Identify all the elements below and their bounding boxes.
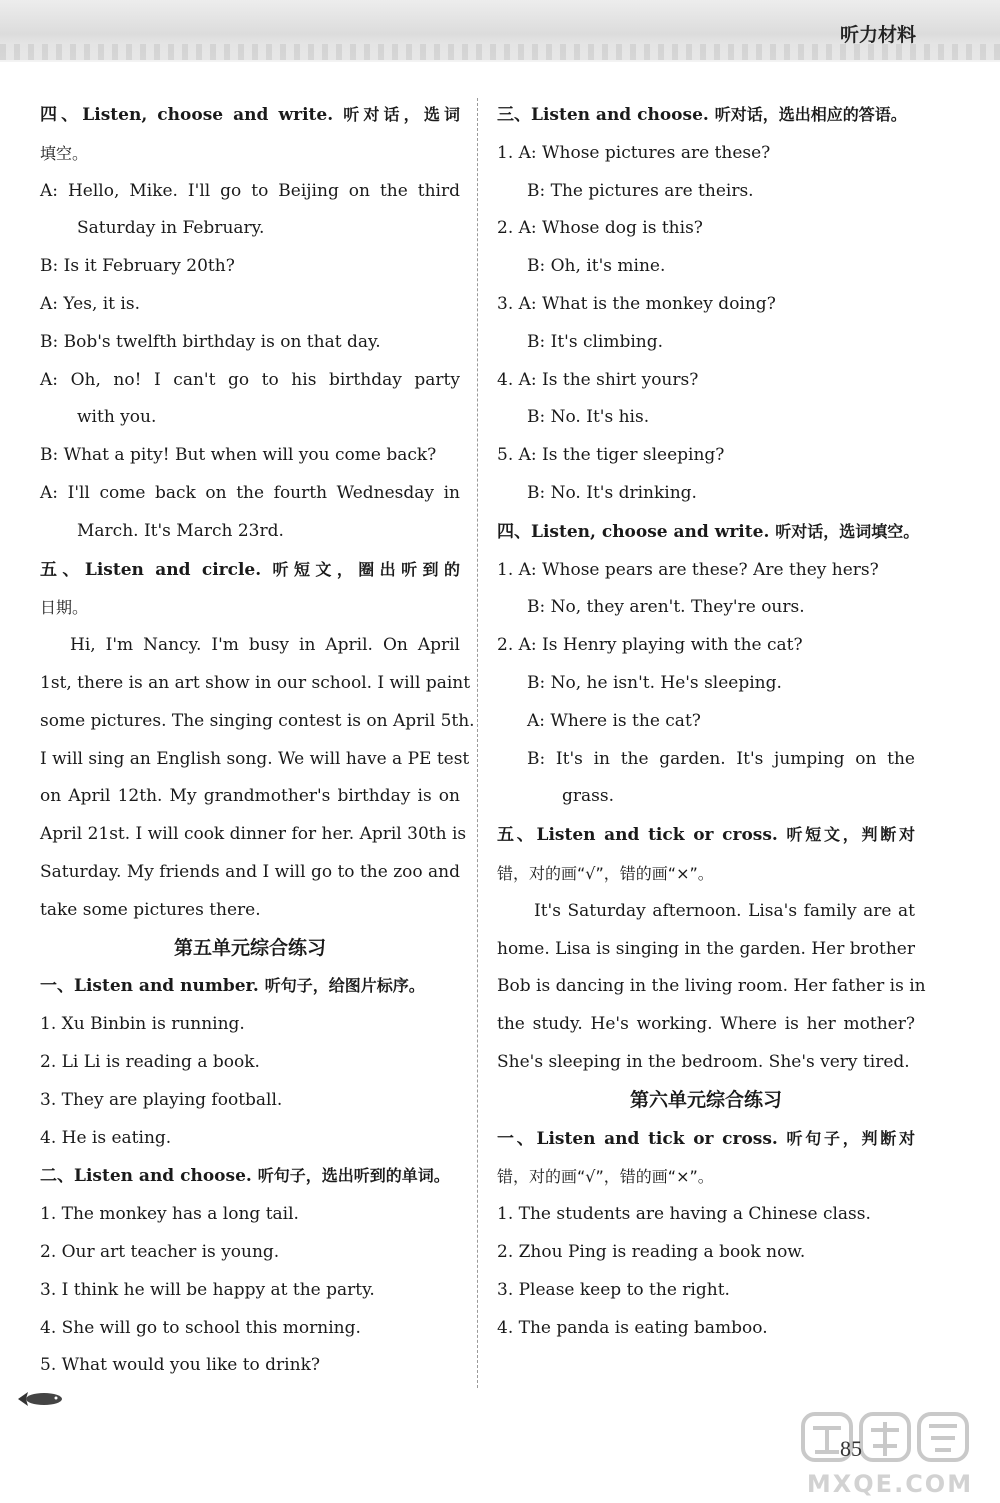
passage-line: home. Lisa is singing in the garden. Her brother: [497, 938, 915, 959]
list-item: 2. Zhou Ping is reading a book now.: [497, 1241, 806, 1262]
passage-line: April 21st. I will cook dinner for her. April 30th is: [40, 824, 467, 845]
dialogue-line: B: No, they aren't. They're ours.: [527, 597, 805, 618]
left-column: [40, 96, 475, 1385]
section-heading: 一、Listen and tick or cross. 听句子，判断对: [497, 1128, 915, 1149]
dialogue-line: March. It's March 23rd.: [77, 520, 284, 541]
heading-continuation: 错，对的画“√”，错的画“×”。: [497, 863, 714, 883]
dialogue-line: 3. A: What is the monkey doing?: [497, 293, 776, 314]
dialogue-line: B: No. It's his.: [527, 407, 650, 428]
unit-title: 第五单元综合练习: [173, 936, 326, 959]
list-item: 2. Our art teacher is young.: [40, 1241, 280, 1262]
dialogue-line: A: Where is the cat?: [527, 710, 701, 731]
section-heading: 四、Listen, choose and write. 听对话，选词: [40, 105, 460, 125]
dialogue-line: B: Is it February 20th?: [40, 256, 235, 277]
dialogue-line: B: It's in the garden. It's jumping on the: [527, 748, 915, 769]
section-heading: 二、Listen and choose. 听句子，选出听到的单词。: [40, 1166, 450, 1187]
header-title: 听力材料: [839, 24, 916, 46]
dialogue-line: 2. A: Whose dog is this?: [497, 218, 703, 239]
dialogue-line: B: What a pity! But when will you come back?: [40, 445, 437, 466]
unit-title: 第六单元综合练习: [629, 1088, 782, 1111]
dialogue-line: A: Hello, Mike. I'll go to Beijing on the third: [40, 180, 460, 201]
dialogue-line: with you.: [77, 407, 157, 428]
list-item: 3. They are playing football.: [40, 1089, 283, 1110]
dialogue-line: 1. A: Whose pears are these? Are they hers?: [497, 559, 879, 580]
list-item: 4. He is eating.: [40, 1127, 172, 1148]
passage-line: Hi, I'm Nancy. I'm busy in April. On April: [70, 635, 460, 656]
dialogue-line: A: Oh, no! I can't go to his birthday party: [40, 369, 460, 390]
watermark-logo: [795, 1408, 985, 1500]
passage-line: She's sleeping in the bedroom. She's very tired.: [497, 1051, 910, 1072]
dialogue-line: Saturday in February.: [77, 218, 265, 239]
dialogue-line: 5. A: Is the tiger sleeping?: [497, 445, 725, 466]
heading-continuation: 填空。: [40, 143, 89, 163]
passage-line: take some pictures there.: [40, 899, 261, 920]
dialogue-line: B: It's climbing.: [527, 331, 664, 352]
dialogue-line: 2. A: Is Henry playing with the cat?: [497, 635, 803, 656]
passage-line: It's Saturday afternoon. Lisa's family are at: [534, 900, 915, 921]
svg-text:MXQE.COM: MXQE.COM: [806, 1470, 974, 1498]
list-item: 1. Xu Binbin is running.: [40, 1014, 245, 1035]
passage-line: on April 12th. My grandmother's birthday is on: [40, 786, 460, 807]
list-item: 2. Li Li is reading a book.: [40, 1051, 260, 1072]
passage-line: I will sing an English song. We will have a PE test: [40, 748, 470, 769]
passage-line: some pictures. The singing contest is on April 5th.: [40, 710, 475, 731]
section-heading: 三、Listen and choose. 听对话，选出相应的答语。: [497, 105, 907, 125]
dialogue-line: grass.: [562, 786, 614, 807]
dialogue-line: A: Yes, it is.: [40, 293, 140, 314]
dialogue-line: B: Bob's twelfth birthday is on that day.: [40, 331, 381, 352]
dialogue-line: 1. A: Whose pictures are these?: [497, 142, 771, 163]
page-number: 85: [840, 1436, 862, 1461]
list-item: 1. The monkey has a long tail.: [40, 1204, 299, 1225]
right-column: [497, 96, 926, 1347]
dialogue-line: A: I'll come back on the fourth Wednesday in: [40, 482, 460, 503]
dialogue-line: B: Oh, it's mine.: [527, 256, 666, 277]
list-item: 5. What would you like to drink?: [40, 1355, 320, 1376]
dialogue-line: B: No. It's drinking.: [527, 482, 697, 503]
list-item: 4. The panda is eating bamboo.: [497, 1317, 768, 1338]
fish-decoration-icon: [14, 1388, 66, 1410]
passage-line: Bob is dancing in the living room. Her father is in: [497, 976, 926, 997]
passage-line: Saturday. My friends and I will go to the zoo and: [40, 861, 460, 882]
section-heading: 一、Listen and number. 听句子，给图片标序。: [40, 976, 425, 997]
section-heading: 五、Listen and tick or cross. 听短文，判断对: [497, 825, 915, 846]
list-item: 4. She will go to school this morning.: [40, 1317, 361, 1338]
list-item: 3. I think he will be happy at the party.: [40, 1279, 375, 1300]
section-heading: 五、Listen and circle. 听短文，圈出听到的: [40, 559, 460, 580]
dialogue-line: 4. A: Is the shirt yours?: [497, 369, 699, 390]
list-item: 1. The students are having a Chinese class.: [497, 1204, 871, 1225]
section-heading: 四、Listen, choose and write. 听对话，选词填空。: [497, 521, 920, 542]
heading-continuation: 错，对的画“√”，错的画“×”。: [497, 1167, 714, 1187]
dialogue-line: B: No, he isn't. He's sleeping.: [527, 672, 782, 693]
dialogue-line: B: The pictures are theirs.: [527, 180, 754, 201]
column-divider: [477, 98, 478, 1388]
passage-line: the study. He's working. Where is her mother?: [497, 1014, 915, 1035]
heading-continuation: 日期。: [40, 598, 89, 618]
list-item: 3. Please keep to the right.: [497, 1279, 730, 1300]
passage-line: 1st, there is an art show in our school. I will paint: [40, 672, 471, 693]
